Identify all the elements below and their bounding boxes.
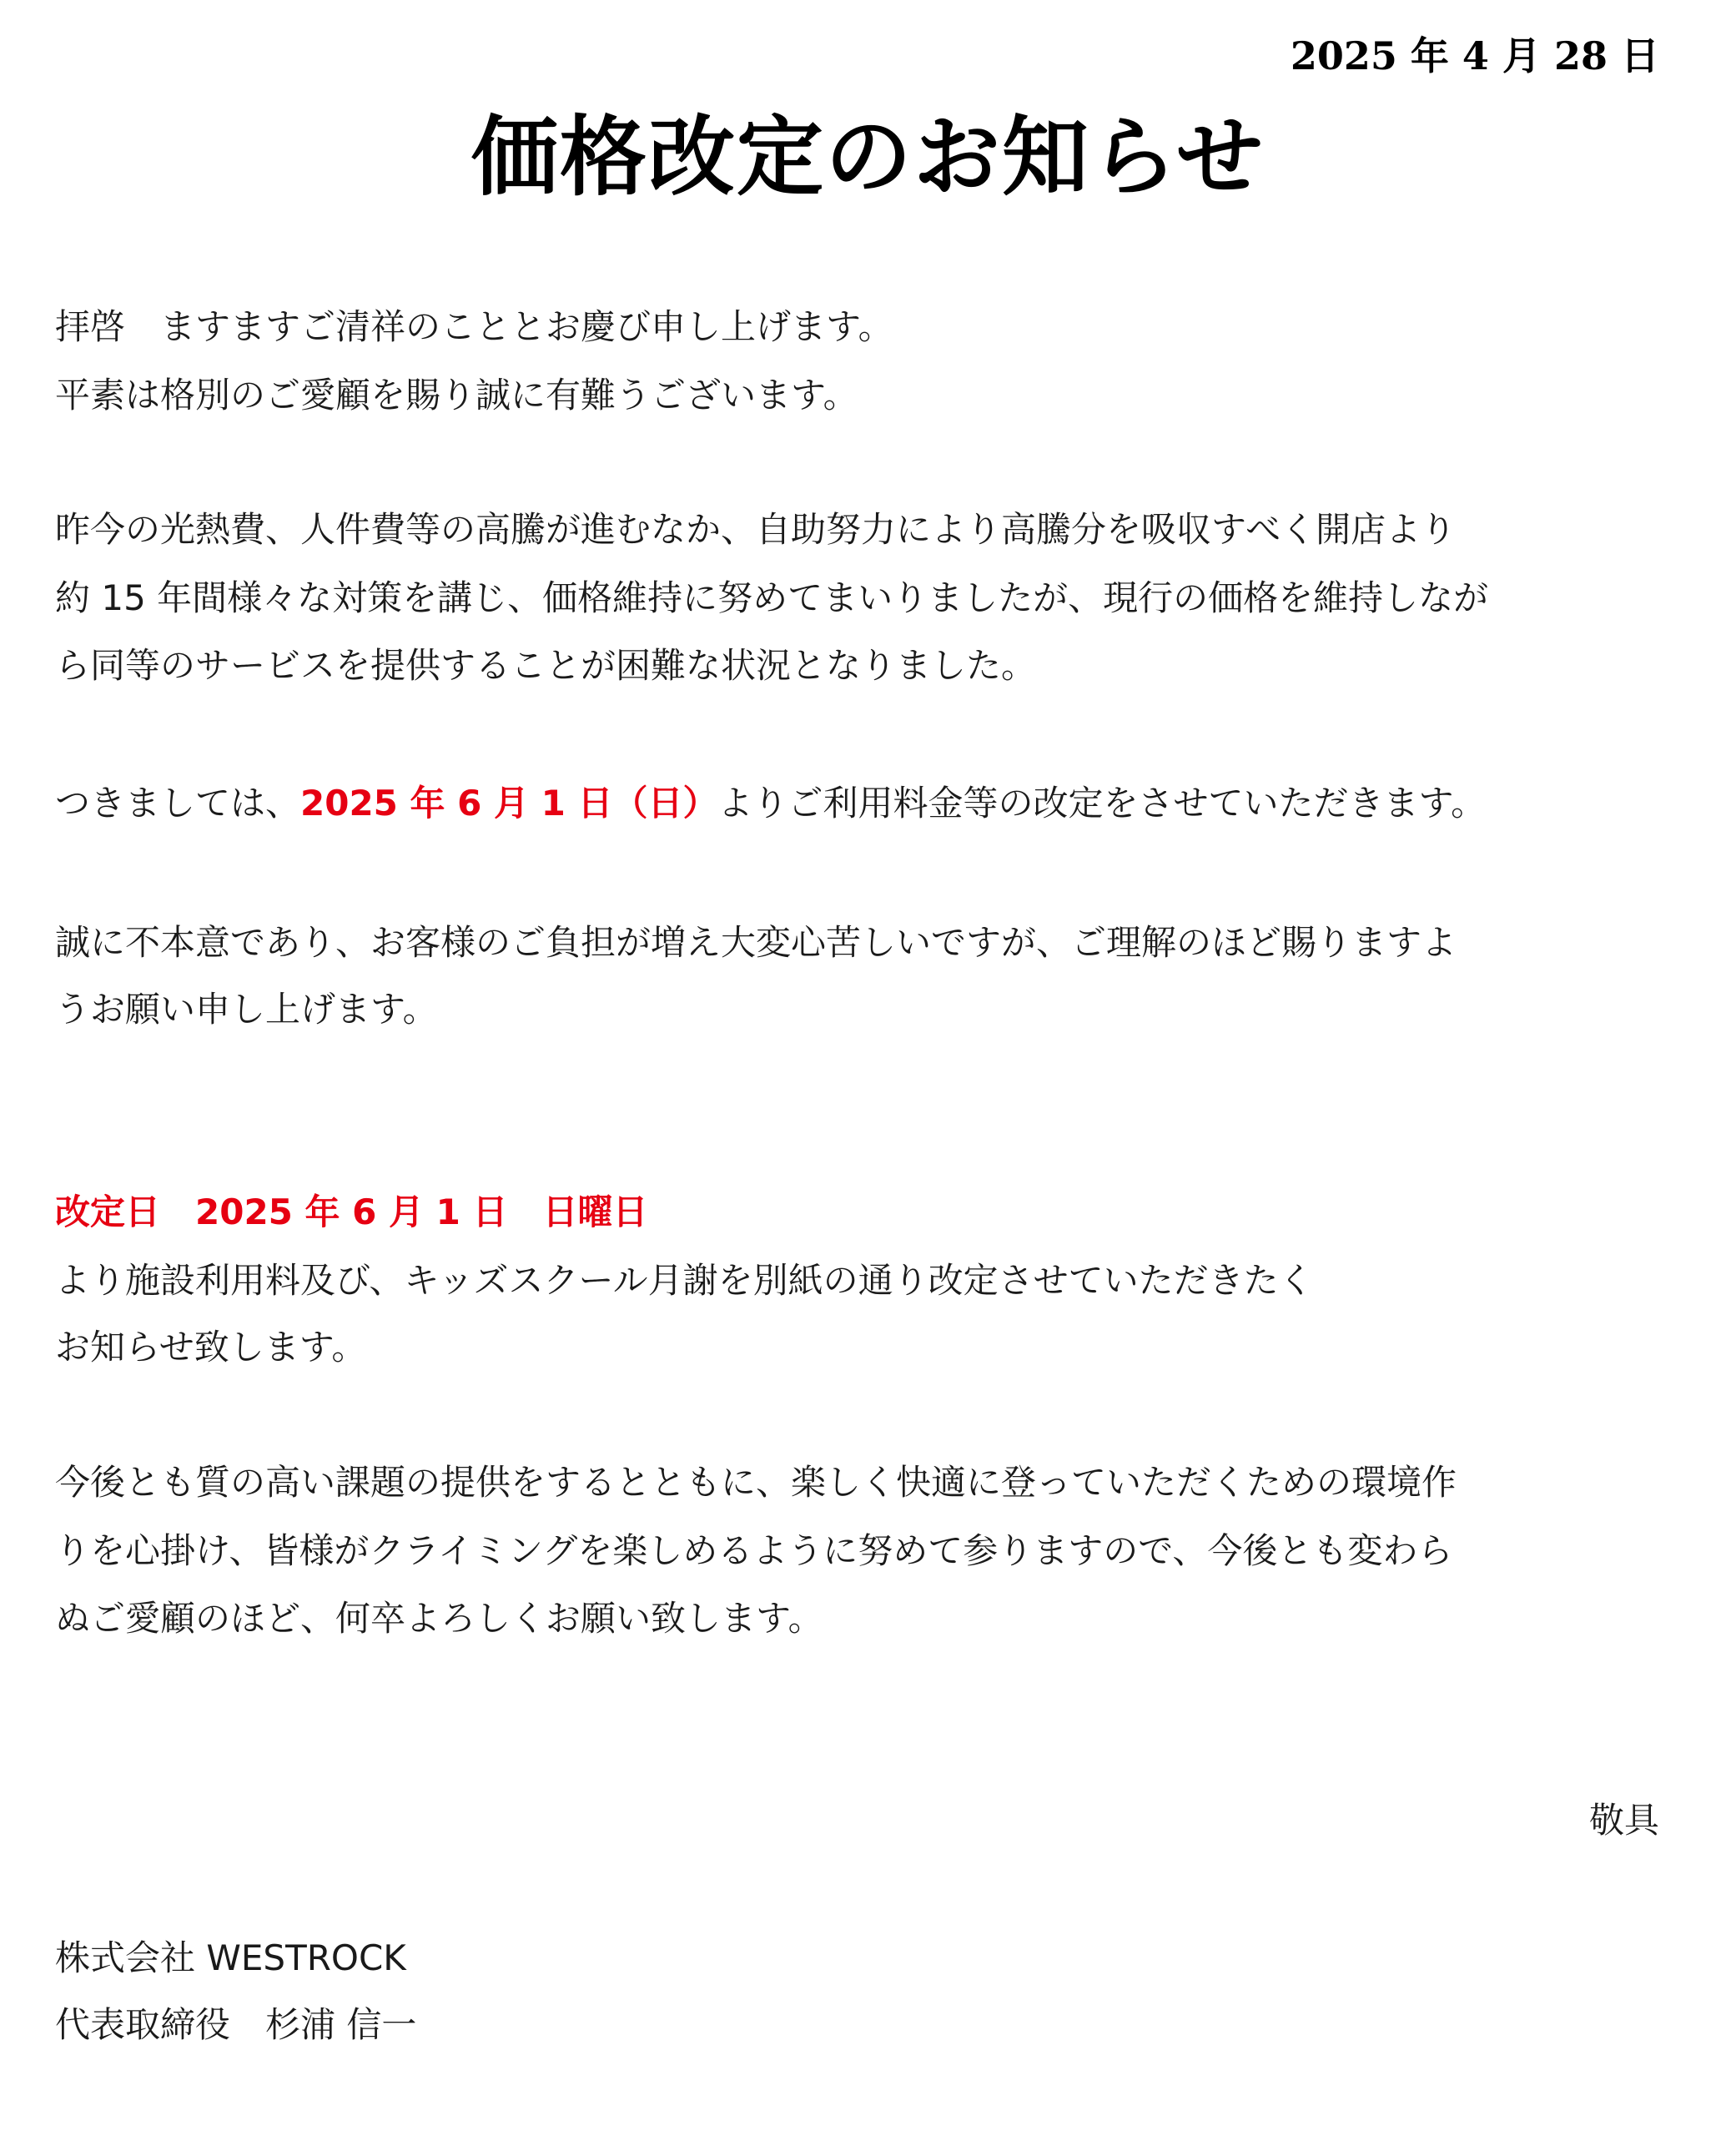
reason-line-2: 約 15 年間様々な対策を講じ、価格維持に努めてまいりましたが、現行の価格を維持しなが [55,577,1489,618]
greeting-line-2: 平素は格別のご愛顧を賜り誠に有難うございます。 [55,375,858,416]
greeting-line-1: 拝啓 ますますご清祥のこととお慶び申し上げます。 [55,306,893,347]
representative-name: 代表取締役 杉浦 信一 [55,2004,417,2045]
apology-line-2: うお願い申し上げます。 [55,989,438,1030]
announcement-prefix: つきましては、 [55,783,301,824]
complimentary-close: 敬具 [1588,1800,1659,1841]
announcement-suffix: よりご利用料金等の改定をさせていただきます。 [717,783,1487,824]
notice-title: 価格改定のお知らせ [471,105,1265,208]
notice-date: 2025 年 4 月 28 日 [1290,33,1659,78]
reason-line-3: ら同等のサービスを提供することが困難な状況となりました。 [55,645,1037,686]
announcement-line [55,778,1486,829]
apology-line-1: 誠に不本意であり、お客様のご負担が増え大変心苦しいですが、ご理解のほど賜りますよ [55,922,1457,963]
company-name: 株式会社 WESTROCK [55,1937,406,1978]
reason-line-1: 昨今の光熱費、人件費等の高騰が進むなか、自助努力により高騰分を吸収すべく開店より [55,509,1457,550]
revision-detail-line-1: より施設利用料及び、キッズスクール月謝を別紙の通り改定させていただきたく [55,1260,1314,1301]
effective-date-highlight: 2025 年 6 月 1 日（日） [300,783,718,824]
revision-date: 改定日 2025 年 6 月 1 日 日曜日 [55,1191,648,1232]
closing-message-line-1: 今後とも質の高い課題の提供をするとともに、楽しく快適に登っていただくための環境作 [55,1462,1457,1503]
closing-message-line-3: ぬご愛顧のほど、何卒よろしくお願い致します。 [55,1598,823,1639]
revision-detail-line-2: お知らせ致します。 [55,1327,367,1368]
closing-message-line-2: りを心掛け、皆様がクライミングを楽しめるように努めて参りますので、今後とも変わら [55,1530,1453,1571]
